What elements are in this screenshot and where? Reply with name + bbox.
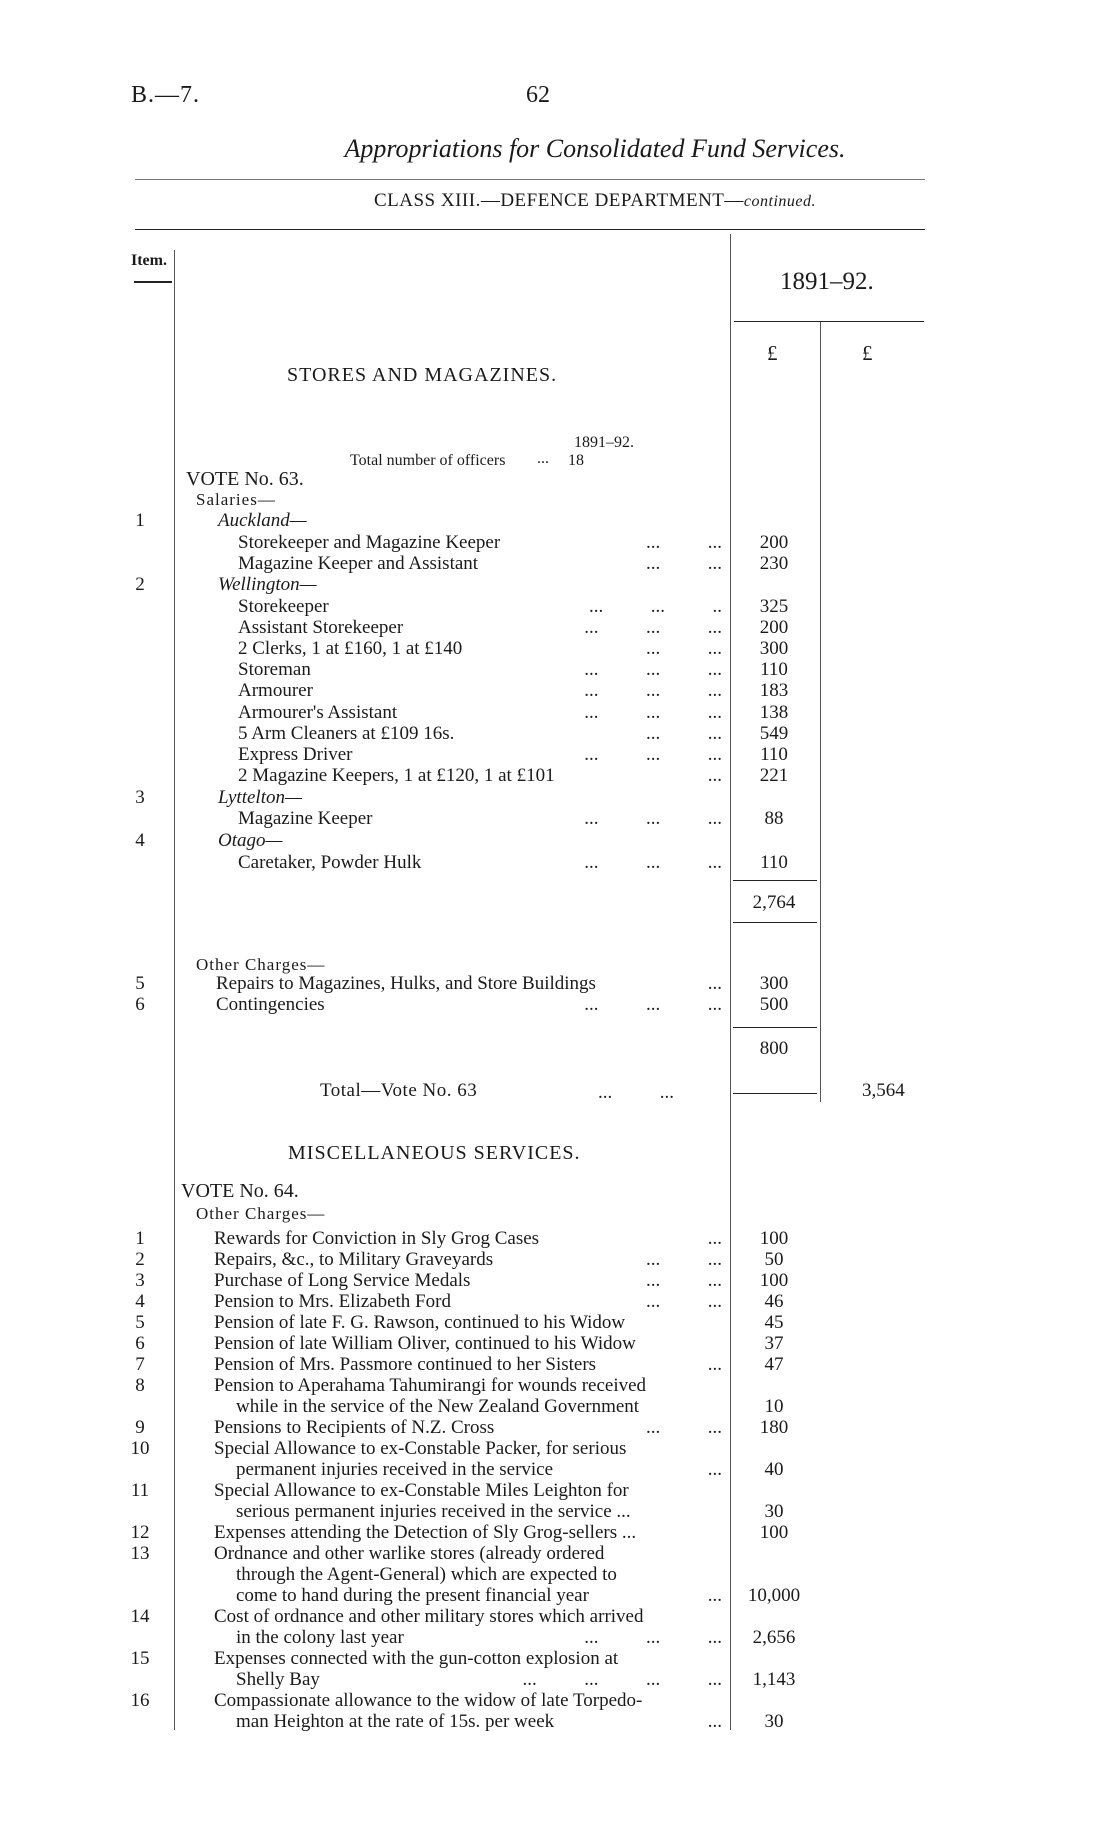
item-description: Contingencies [216, 994, 325, 1015]
item-description: Storekeeper [238, 596, 329, 617]
leader-dots: ... ... ... [584, 702, 722, 723]
item-amount: 100 [759, 1522, 789, 1543]
item-description: 2 Magazine Keepers, 1 at £120, 1 at £101 [238, 765, 555, 786]
item-number: 6 [135, 1333, 145, 1354]
item-amount: 183 [759, 680, 789, 701]
leader-dots: ... ... ... [584, 744, 722, 765]
item-number: 11 [130, 1480, 150, 1501]
officers-year: 1891–92. [574, 434, 634, 451]
item-description: Pension of late William Oliver, continued to his Widow [214, 1333, 636, 1354]
misc-charge-row [0, 1270, 1114, 1292]
document-code: B.—7. [131, 82, 201, 108]
leader-dots: ... ... [646, 553, 722, 574]
item-description: Expenses connected with the gun-cotton explosion at [214, 1648, 619, 1669]
leader-dots: ... ... [646, 638, 722, 659]
leader-dots: ... [707, 1228, 722, 1249]
salary-row [0, 808, 1114, 830]
leader-dots: ... [707, 765, 722, 786]
vote-63-heading: VOTE No. 63. [186, 468, 304, 490]
item-amount: 1,143 [752, 1669, 796, 1690]
other-charge-row [0, 973, 1114, 995]
misc-charge-row [0, 1291, 1114, 1313]
salary-row [0, 596, 1114, 618]
misc-charge-row [0, 1627, 1114, 1649]
misc-charge-row [0, 1228, 1114, 1250]
item-number: 12 [130, 1522, 150, 1543]
item-description: Assistant Storekeeper [238, 617, 404, 638]
salary-row [0, 744, 1114, 766]
item-description: Otago— [218, 830, 283, 851]
leader-dots: ... ... ... [584, 659, 722, 680]
item-description: permanent injuries received in the service [236, 1459, 554, 1480]
misc-charge-row [0, 1375, 1114, 1397]
item-number: 14 [130, 1606, 150, 1627]
item-amount: 30 [764, 1711, 784, 1732]
other-charges-heading-64: Other Charges— [196, 1204, 326, 1223]
item-number: 15 [130, 1648, 150, 1669]
misc-charge-row [0, 1333, 1114, 1355]
item-number: 2 [135, 574, 145, 595]
item-amount: 45 [764, 1312, 784, 1333]
item-description: Repairs, &c., to Military Graveyards [214, 1249, 494, 1270]
salary-row [0, 574, 1114, 596]
misc-charge-row [0, 1501, 1114, 1523]
item-amount: 200 [759, 617, 789, 638]
item-description: in the colony last year [236, 1627, 404, 1648]
misc-charge-row [0, 1459, 1114, 1481]
misc-charge-row [0, 1438, 1114, 1460]
item-amount: 40 [764, 1459, 784, 1480]
item-description: Ordnance and other warlike stores (already ordered [214, 1543, 605, 1564]
other-subtotal-rule [733, 1027, 817, 1028]
leader-dots: ... ... [646, 1270, 722, 1291]
misc-charge-row [0, 1711, 1114, 1733]
misc-charge-row [0, 1648, 1114, 1670]
item-amount: 110 [760, 659, 788, 680]
misc-charge-row [0, 1690, 1114, 1712]
item-amount: 110 [760, 744, 788, 765]
leader-dots: ... ... ... [584, 808, 722, 829]
salary-row [0, 659, 1114, 681]
item-description: Special Allowance to ex-Constable Miles Leighton for [214, 1480, 629, 1501]
officers-label: Total number of officers [350, 452, 506, 469]
leader-dots: ... [707, 1354, 722, 1375]
item-amount: 10 [764, 1396, 784, 1417]
salary-row [0, 723, 1114, 745]
section-heading-misc: MISCELLANEOUS SERVICES. [288, 1142, 581, 1164]
salary-row [0, 617, 1114, 639]
leader-dots: ... [707, 1459, 722, 1480]
item-number: 1 [135, 1228, 145, 1249]
item-description: 5 Arm Cleaners at £109 16s. [238, 723, 455, 744]
item-number: 5 [135, 973, 145, 994]
vote-63-total: 3,564 [862, 1080, 905, 1101]
item-description: Caretaker, Powder Hulk [238, 852, 422, 873]
item-amount: 47 [764, 1354, 784, 1375]
item-number: 1 [135, 510, 145, 531]
item-amount: 10,000 [747, 1585, 801, 1606]
item-amount: 325 [759, 596, 789, 617]
item-description: while in the service of the New Zealand Government [236, 1396, 640, 1417]
item-header-rule [134, 281, 172, 283]
leader-dots: ... ... ... [584, 617, 722, 638]
item-description: Auckland— [218, 510, 307, 531]
other-charges-heading-63: Other Charges— [196, 955, 326, 974]
misc-charge-row [0, 1669, 1114, 1691]
misc-charge-row [0, 1564, 1114, 1586]
item-amount: 37 [764, 1333, 784, 1354]
leader-dots: ... ... ... [584, 1627, 722, 1648]
item-amount: 50 [764, 1249, 784, 1270]
item-amount: 549 [759, 723, 789, 744]
year-column-header: 1891–92. [780, 268, 874, 295]
misc-charge-row [0, 1249, 1114, 1271]
leader-dots: ... [707, 1585, 722, 1606]
item-description: through the Agent-General) which are expected to [236, 1564, 617, 1585]
item-description: Pension to Mrs. Elizabeth Ford [214, 1291, 451, 1312]
leader-dots: ... [707, 1711, 722, 1732]
page-number: 62 [526, 82, 550, 108]
item-amount: 500 [759, 994, 789, 1015]
leader-dots: ... ... ... [584, 852, 722, 873]
item-number: 4 [135, 1291, 145, 1312]
page-title: Appropriations for Consolidated Fund Services. [344, 134, 846, 163]
leader-dots: ... ... [646, 532, 722, 553]
vote-63-total-label: Total—Vote No. 63 [320, 1080, 478, 1101]
item-description: Purchase of Long Service Medals [214, 1270, 471, 1291]
pound-symbol-total: £ [862, 341, 873, 365]
item-description: Cost of ordnance and other military stores which arrived [214, 1606, 644, 1627]
item-description: Armourer's Assistant [238, 702, 398, 723]
salary-row [0, 680, 1114, 702]
leader-dots: ... [707, 973, 722, 994]
leader-dots: ... ... ... [584, 994, 722, 1015]
salaries-subtotal-rule [733, 880, 817, 881]
leader-dots: ... ... ... [584, 680, 722, 701]
item-amount: 30 [764, 1501, 784, 1522]
item-amount: 200 [759, 532, 789, 553]
year-header-rule [734, 321, 924, 322]
title-rule [135, 179, 925, 180]
item-amount: 100 [759, 1270, 789, 1291]
officers-dots: ... [537, 450, 549, 467]
item-description: Magazine Keeper [238, 808, 373, 829]
item-column-header: Item. [131, 252, 167, 269]
salary-row [0, 702, 1114, 724]
item-description: Express Driver [238, 744, 353, 765]
salary-row [0, 638, 1114, 660]
salary-row [0, 852, 1114, 874]
salaries-heading: Salaries— [196, 490, 276, 509]
item-amount: 180 [759, 1417, 789, 1438]
item-description: Pension of Mrs. Passmore continued to her Sisters [214, 1354, 597, 1375]
salary-row [0, 830, 1114, 852]
salaries-total: 2,764 [752, 892, 796, 913]
item-description: come to hand during the present financial year [236, 1585, 589, 1606]
item-description: Pensions to Recipients of N.Z. Cross [214, 1417, 495, 1438]
item-amount: 88 [764, 808, 784, 829]
item-number: 16 [130, 1690, 150, 1711]
leader-dots: ... ... .. [589, 596, 722, 617]
table-top-rule [135, 229, 925, 230]
item-amount: 46 [764, 1291, 784, 1312]
item-amount: 2,656 [752, 1627, 796, 1648]
item-amount: 300 [759, 638, 789, 659]
class-heading: CLASS XIII.—DEFENCE DEPARTMENT—continued. [373, 190, 817, 211]
item-number: 13 [130, 1543, 150, 1564]
misc-charge-row [0, 1543, 1114, 1565]
item-description: man Heighton at the rate of 15s. per week [236, 1711, 555, 1732]
other-charges-total: 800 [759, 1038, 789, 1059]
vote-63-total-dots: ... ... [598, 1082, 674, 1103]
item-amount: 221 [759, 765, 789, 786]
misc-charge-row [0, 1606, 1114, 1628]
item-description: Pension of late F. G. Rawson, continued to his Widow [214, 1312, 626, 1333]
item-description: Special Allowance to ex-Constable Packer, for serious [214, 1438, 627, 1459]
section-heading-stores: STORES AND MAGAZINES. [287, 364, 558, 386]
salary-row [0, 510, 1114, 532]
other-charge-row [0, 994, 1114, 1016]
item-description: Lyttelton— [218, 787, 302, 808]
item-number: 9 [135, 1417, 145, 1438]
item-number: 8 [135, 1375, 145, 1396]
item-number: 2 [135, 1249, 145, 1270]
item-number: 7 [135, 1354, 145, 1375]
misc-charge-row [0, 1522, 1114, 1544]
misc-charge-row [0, 1480, 1114, 1502]
salary-row [0, 553, 1114, 575]
misc-charge-row [0, 1354, 1114, 1376]
item-amount: 100 [759, 1228, 789, 1249]
misc-charge-row [0, 1396, 1114, 1418]
item-description: Rewards for Conviction in Sly Grog Cases [214, 1228, 540, 1249]
vote-63-total-rule [733, 1093, 817, 1094]
item-description: Storekeeper and Magazine Keeper [238, 532, 501, 553]
item-description: serious permanent injuries received in the service ... [236, 1501, 631, 1522]
item-description: Wellington— [218, 574, 317, 595]
item-description: Shelly Bay [236, 1669, 320, 1690]
item-amount: 138 [759, 702, 789, 723]
officers-count: 18 [568, 452, 584, 469]
item-number: 10 [130, 1438, 150, 1459]
item-number: 3 [135, 1270, 145, 1291]
item-amount: 230 [759, 553, 789, 574]
item-description: 2 Clerks, 1 at £160, 1 at £140 [238, 638, 463, 659]
item-number: 6 [135, 994, 145, 1015]
salary-row [0, 765, 1114, 787]
leader-dots: ... ... [646, 1417, 722, 1438]
leader-dots: ... ... [646, 1291, 722, 1312]
vote-64-heading: VOTE No. 64. [181, 1180, 299, 1202]
item-description: Expenses attending the Detection of Sly Grog-sellers ... [214, 1522, 637, 1543]
pound-symbol-amount: £ [767, 341, 778, 365]
salaries-total-rule [733, 922, 817, 923]
item-amount: 300 [759, 973, 789, 994]
item-amount: 110 [760, 852, 788, 873]
item-description: Magazine Keeper and Assistant [238, 553, 479, 574]
item-number: 3 [135, 787, 145, 808]
item-description: Storeman [238, 659, 311, 680]
salary-row [0, 787, 1114, 809]
leader-dots: ... ... [646, 1249, 722, 1270]
item-description: Repairs to Magazines, Hulks, and Store Buildings [216, 973, 596, 994]
item-description: Compassionate allowance to the widow of late Torpedo- [214, 1690, 643, 1711]
misc-charge-row [0, 1312, 1114, 1334]
leader-dots: ... ... [646, 723, 722, 744]
item-description: Pension to Aperahama Tahumirangi for wounds received [214, 1375, 647, 1396]
leader-dots: ... ... ... ... [522, 1669, 722, 1690]
item-number: 5 [135, 1312, 145, 1333]
misc-charge-row [0, 1585, 1114, 1607]
misc-charge-row [0, 1417, 1114, 1439]
item-number: 4 [135, 830, 145, 851]
item-description: Armourer [238, 680, 313, 701]
salary-row [0, 532, 1114, 554]
